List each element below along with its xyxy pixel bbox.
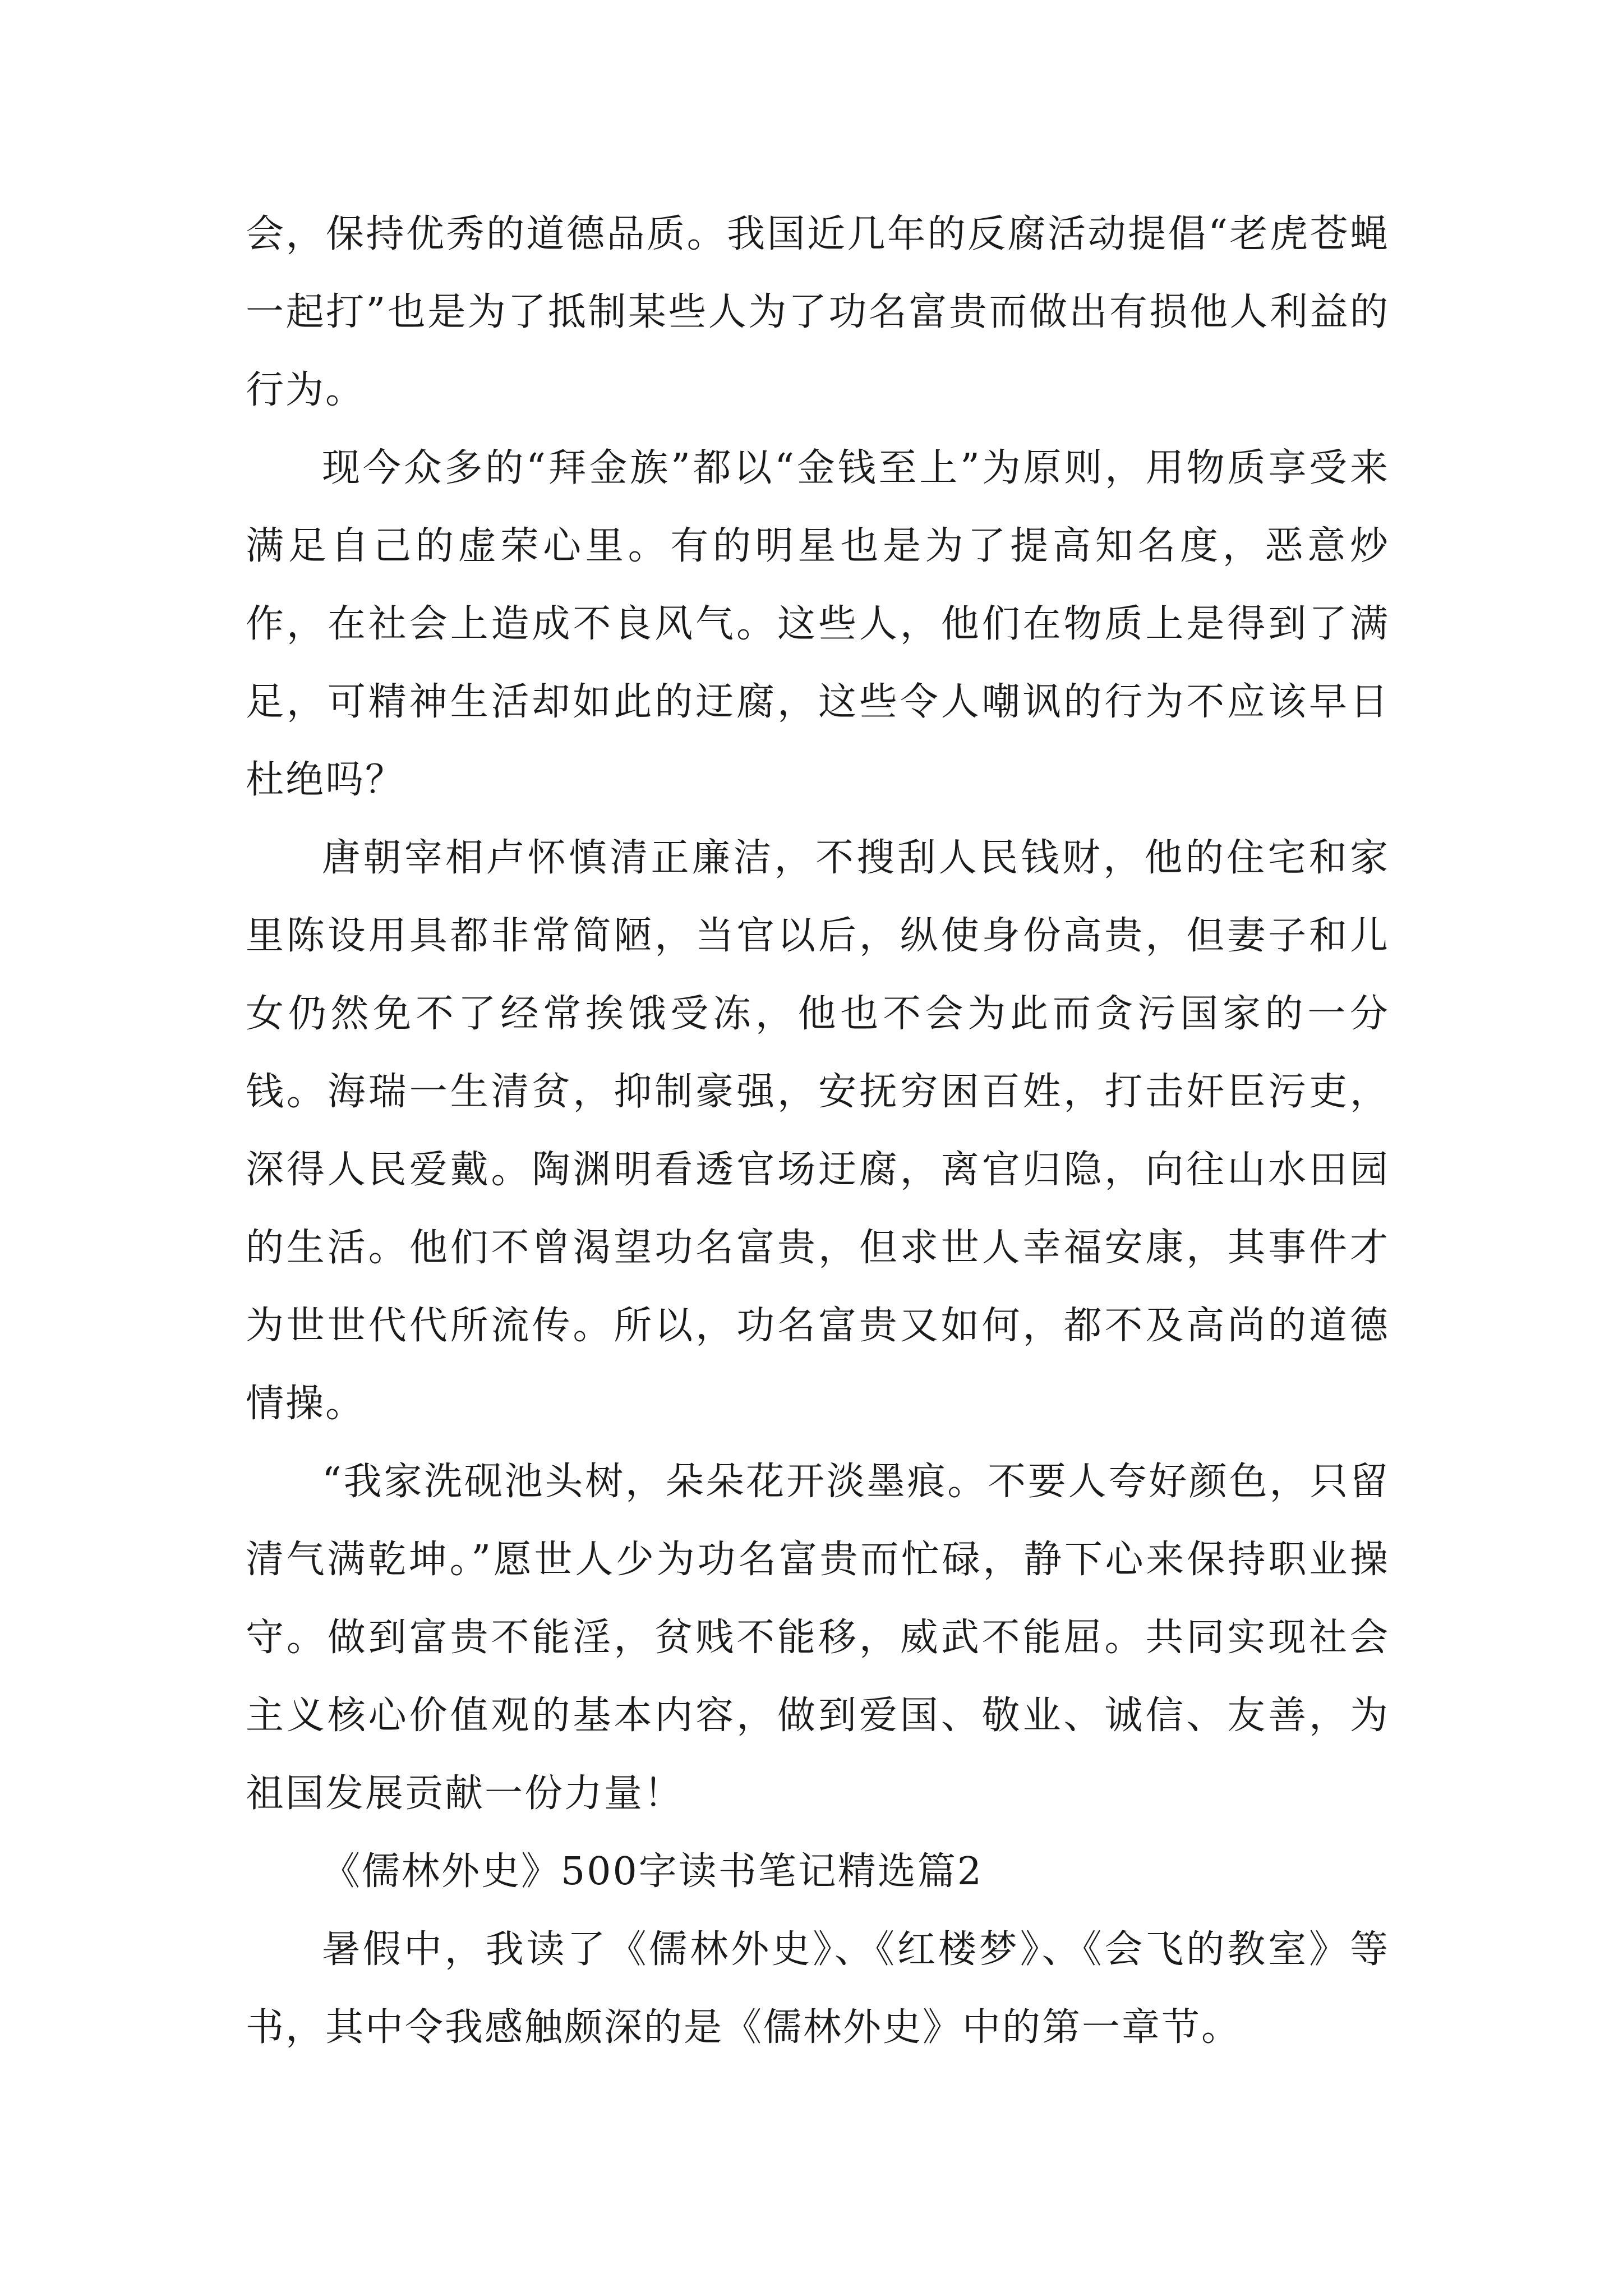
section-heading: 《儒林外史》500字读书笔记精选篇2 — [322, 1849, 984, 1894]
paragraph-materialism: 现今众多的“拜金族”都以“金钱至上”为原则，用物质享受来满足自己的虚荣心里。有的明星也是为了提高知名度，恶意炒作，在社会上造成不良风气。这些人，他们在物质上是得到了满足，可精神生活却如此的迂腐，这些令人嘲讽的行为不应该早日杜绝吗？ — [246, 446, 1390, 802]
paragraph-continuation: 会，保持优秀的道德品质。我国近几年的反腐活动提倡“老虎苍蝇一起打”也是为了抵制某些人为了功名富贵而做出有损他人利益的行为。 — [246, 212, 1390, 412]
paragraph-conclusion: “我家洗砚池头树，朵朵花开淡墨痕。不要人夸好颜色，只留清气满乾坤。”愿世人少为功名富贵而忙碌，静下心来保持职业操守。做到富贵不能淫，贫贱不能移，威武不能屈。共同实现社会主义核心价值观的基本内容，做到爱国、敬业、诚信、友善，为祖国发展贡献一份力量！ — [246, 1460, 1390, 1816]
paragraph-summer-reading: 暑假中，我读了《儒林外史》、《红楼梦》、《会飞的教室》等书，其中令我感触颇深的是《儒林外史》中的第一章节。 — [246, 1927, 1390, 2050]
document-body — [246, 195, 1390, 2067]
paragraph-historical-examples: 唐朝宰相卢怀慎清正廉洁，不搜刮人民钱财，他的住宅和家里陈设用具都非常简陋，当官以后，纵使身份高贵，但妻子和儿女仍然免不了经常挨饿受冻，他也不会为此而贪污国家的一分钱。海瑞一生清贫，抑制豪强，安抚穷困百姓，打击奸臣污吏，深得人民爱戴。陶渊明看透官场迂腐，离官归隐，向往山水田园的生活。他们不曾渴望功名富贵，但求世人幸福安康，其事件才为世世代代所流传。所以，功名富贵又如何，都不及高尚的道德情操。 — [246, 836, 1390, 1426]
